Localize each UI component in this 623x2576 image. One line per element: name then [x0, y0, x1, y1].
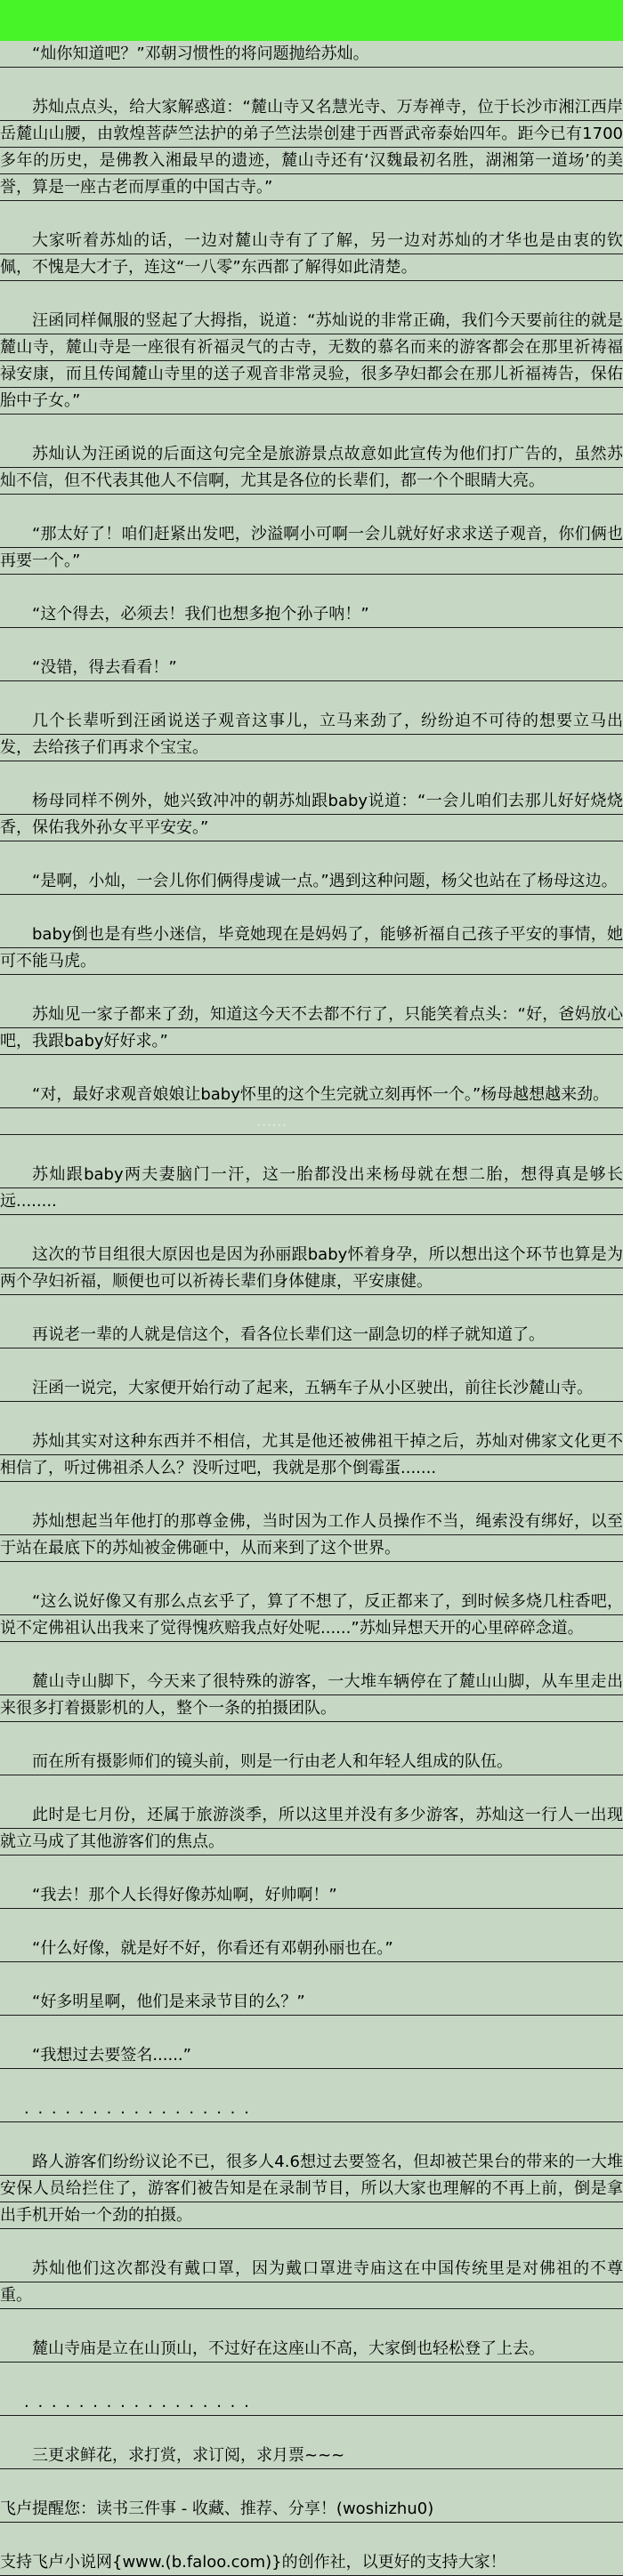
paragraph: 苏灿跟baby两夫妻脑门一汗，这一胎都没出来杨母就在想二胎，想得真是够长远........ — [0, 1162, 623, 1215]
paragraph: 苏灿他们这次都没有戴口罩，因为戴口罩进寺庙这在中国传统里是对佛祖的不尊重。 — [0, 2256, 623, 2309]
paragraph: 杨母同样不例外，她兴致冲冲的朝苏灿跟baby说道：“一会儿咱们去那儿好好烧烧香，保佑我外孙女平平安安。” — [0, 788, 623, 841]
chapter-content[interactable] — [0, 41, 623, 2576]
paragraph: . . . . . . . . . . . . . . . . . — [0, 2096, 623, 2122]
paragraph: “灿你知道吧？”邓朝习惯性的将问题抛给苏灿。 — [0, 41, 623, 68]
footer-note: 飞卢提醒您：读书三件事 - 收藏、推荐、分享！(woshizhu0) — [0, 2496, 623, 2523]
paragraph: 而在所有摄影师们的镜头前，则是一行由老人和年轻人组成的队伍。 — [0, 1749, 623, 1775]
paragraph: “好多明星啊，他们是来录节目的么？” — [0, 1989, 623, 2016]
paragraph: 苏灿认为汪函说的后面这句完全是旅游景点故意如此宣传为他们打广告的，虽然苏灿不信，但不代表其他人不信啊，尤其是各位的长辈们，都一个个眼睛大亮。 — [0, 441, 623, 495]
paragraph: 苏灿见一家子都来了劲，知道这今天不去都不行了，只能笑着点头：“好，爸妈放心吧，我跟baby好好求。” — [0, 1002, 623, 1055]
paragraph: . . . . . . . . . . . . . . . . . — [0, 2389, 623, 2416]
paragraph: 苏灿其实对这种东西并不相信，尤其是他还被佛祖干掉之后，苏灿对佛家文化更不相信了，听过佛祖杀人么？没听过吧，我就是那个倒霉蛋....... — [0, 1429, 623, 1482]
paragraph: 苏灿点点头，给大家解惑道：“麓山寺又名慧光寺、万寿禅寺，位于长沙市湘江西岸岳麓山山腰，由敦煌菩萨竺法护的弟子竺法崇创建于西晋武帝泰始四年。距今已有1700多年的历史，是佛教入湘最早的遗迹，麓山寺还有‘汉魏最初名胜，湖湘第一道场’的美誉，算是一座古老而厚重的中国古寺。” — [0, 94, 623, 201]
paragraph: 此时是七月份，还属于旅游淡季，所以这里并没有多少游客，苏灿这一行人一出现就立马成了其他游客们的焦点。 — [0, 1802, 623, 1856]
paragraph: “我去！那个人长得好像苏灿啊，好帅啊！” — [0, 1882, 623, 1909]
paragraph: “这么说好像又有那么点玄乎了，算了不想了，反正都来了，到时候多烧几柱香吧，说不定佛祖认出我来了觉得愧疚赔我点好处呢......”苏灿异想天开的心里碎碎念道。 — [0, 1589, 623, 1642]
paragraph: 这次的节目组很大原因也是因为孙丽跟baby怀着身孕，所以想出这个环节也算是为两个孕妇祈福，顺便也可以祈祷长辈们身体健康，平安康健。 — [0, 1242, 623, 1295]
paragraph: 几个长辈听到汪函说送子观音这事儿，立马来劲了，纷纷迫不可待的想要立马出发，去给孩子们再求个宝宝。 — [0, 708, 623, 761]
paragraph: 苏灿想起当年他打的那尊金佛，当时因为工作人员操作不当，绳索没有绑好，以至于站在最底下的苏灿被金佛砸中，从而来到了这个世界。 — [0, 1509, 623, 1562]
paragraph: ...... — [0, 1108, 623, 1135]
paragraph: 三更求鲜花，求打赏，求订阅，求月票~~~ — [0, 2443, 623, 2469]
footer-note: 支持飞卢小说网{www.(b.faloo.com)}的创作社，以更好的支持大家！ — [0, 2549, 623, 2576]
paragraph: 大家听着苏灿的话，一边对麓山寺有了了解，另一边对苏灿的才华也是由衷的钦佩，不愧是大才子，连这“一八零”东西都了解得如此清楚。 — [0, 228, 623, 281]
paragraph: 汪函同样佩服的竖起了大拇指，说道：“苏灿说的非常正确，我们今天要前往的就是麓山寺，麓山寺是一座很有祈福灵气的古寺，无数的慕名而来的游客都会在那里祈祷福禄安康，而且传闻麓山寺里的送子观音非常灵验，很多孕妇都会在那儿祈福祷告，保佑胎中子女。” — [0, 308, 623, 415]
paragraph: 再说老一辈的人就是信这个，看各位长辈们这一副急切的样子就知道了。 — [0, 1322, 623, 1348]
paragraph: “对，最好求观音娘娘让baby怀里的这个生完就立刻再怀一个。”杨母越想越来劲。 — [0, 1082, 623, 1108]
paragraph: 麓山寺庙是立在山顶山，不过好在这座山不高，大家倒也轻松登了上去。 — [0, 2336, 623, 2363]
paragraph: “这个得去，必须去！我们也想多抱个孙子呐！” — [0, 601, 623, 628]
paragraph: 麓山寺山脚下，今天来了很特殊的游客，一大堆车辆停在了麓山山脚，从车里走出来很多打着摄影机的人，整个一条的拍摄团队。 — [0, 1669, 623, 1722]
paragraph: “那太好了！咱们赶紧出发吧，沙溢啊小可啊一会儿就好好求求送子观音，你们俩也再要一个。” — [0, 521, 623, 575]
paragraph: “是啊，小灿，一会儿你们俩得虔诚一点。”遇到这种问题，杨父也站在了杨母这边。 — [0, 868, 623, 895]
paragraph: “没错，得去看看！” — [0, 655, 623, 681]
paragraph: “我想过去要签名......” — [0, 2042, 623, 2069]
paragraph: “什么好像，就是好不好，你看还有邓朝孙丽也在。” — [0, 1936, 623, 1962]
paragraph: baby倒也是有些小迷信，毕竟她现在是妈妈了，能够祈福自己孩子平安的事情，她可不能马虎。 — [0, 922, 623, 975]
paragraph: 汪函一说完，大家便开始行动了起来，五辆车子从小区驶出，前往长沙麓山寺。 — [0, 1375, 623, 1402]
page-header-bar — [0, 0, 623, 41]
paragraph: 路人游客们纷纷议论不已，很多人4.6想过去要签名，但却被芒果台的带来的一大堆安保人员给拦住了，游客们被告知是在录制节目，所以大家也理解的不再上前，倒是拿出手机开始一个劲的拍摄。 — [0, 2149, 623, 2229]
